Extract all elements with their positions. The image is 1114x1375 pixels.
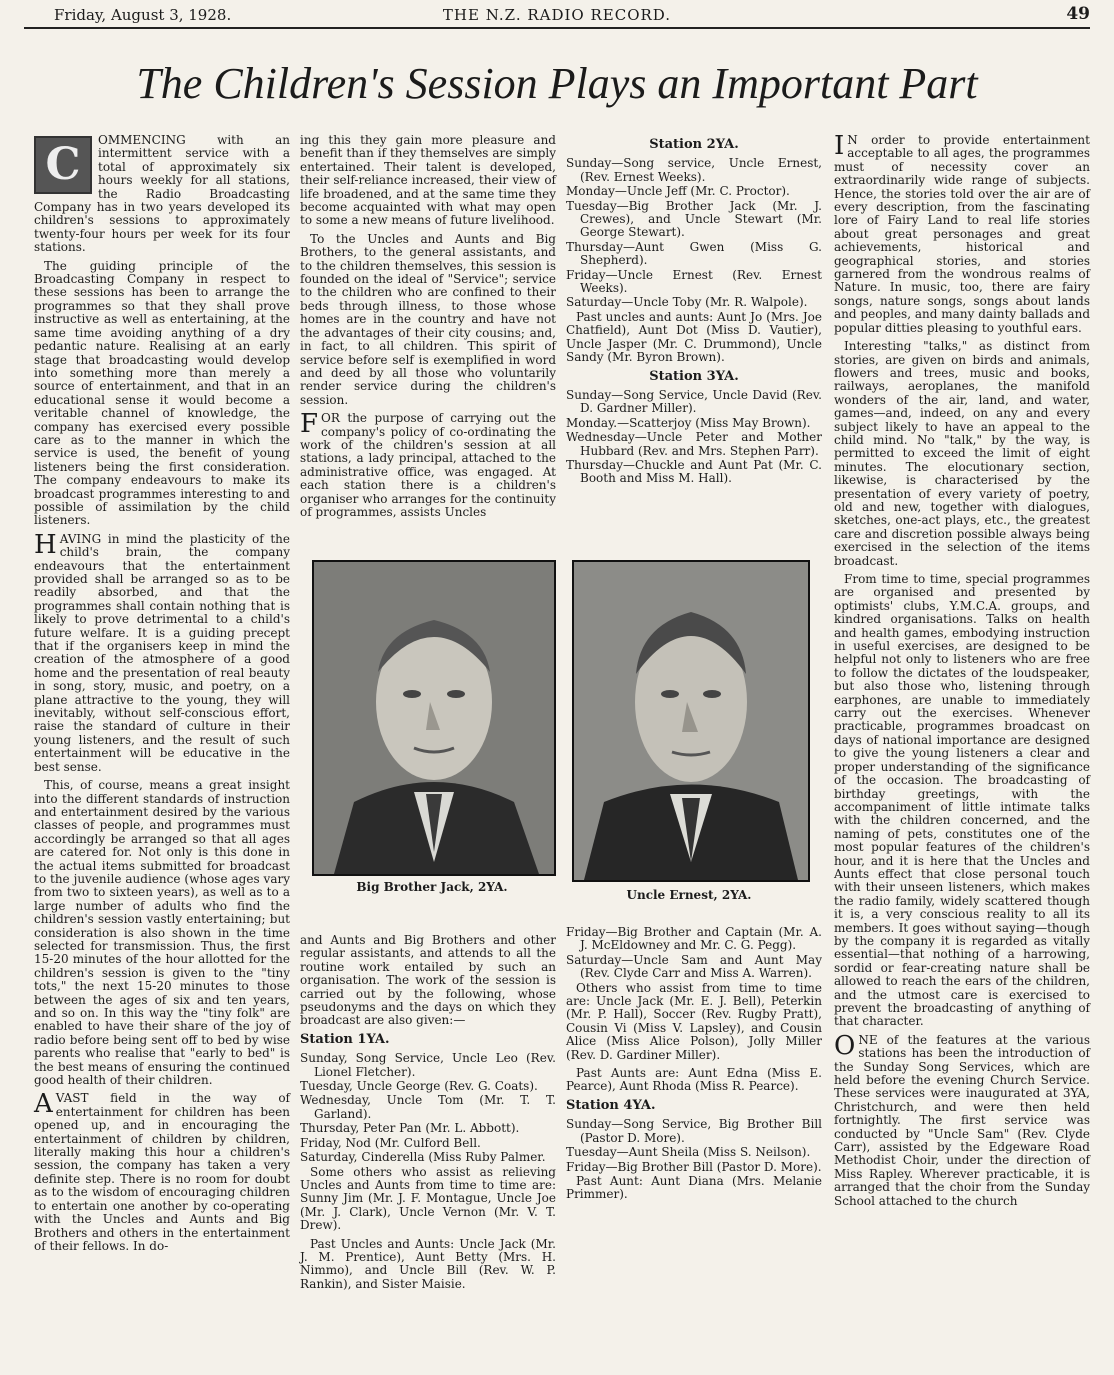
- station-3ya-heading: Station 3YA.: [649, 368, 739, 384]
- schedule-entry: Friday—Big Brother and Captain (Mr. A. J. McEldowney and Mr. C. G. Pegg).: [566, 925, 822, 953]
- paragraph-col2-4: and Aunts and Big Brothers and other regular assistants, and attends to all the routine work entailed by such an organisation. The work of the session is carried out by the following, whose pseudonyms and the days on which they broadcast are also given:—: [300, 933, 556, 1028]
- headline: The Children's Session Plays an Important Part: [136, 59, 978, 108]
- schedule-entry: Sunday—Song service, Uncle Ernest, (Rev. Ernest Weeks).: [566, 156, 822, 184]
- column-3-lower: [566, 926, 822, 1207]
- header-rule: [24, 27, 1090, 29]
- station-1ya-heading: Station 1YA.: [300, 1031, 390, 1047]
- paragraph-col4-1: I N order to provide entertainment acceptable to all ages, the programmes must of necessity cover an extraordinarily wide range of subjects. Hence, the stories told over the air are of every description, from the fascinating lore of Fairy Land to real life stories about great personages and great achievements, historical and geographical stories, and stories garnered from the wondrous realms of Nature. In music, too, there are fairy songs, nature songs, songs about lands and peoples, and many dainty ballads and popular ditties pleasing to youthful ears.: [834, 131, 1090, 335]
- paragraph-5: AVAST field in the way of entertainment for children has been opened up, and in encouraging the entertainment of children by children, literally making this hour a children's session, the company has taken a very definite step. There is no room for doubt as to the wisdom of encouraging children to entertain one another by co-operating with the Uncles and Aunts and Big Brothers and others in the entertainment of their fellows. In do-: [34, 1089, 290, 1253]
- newspaper-name: THE N.Z. RADIO RECORD.: [442, 6, 672, 24]
- schedule-entry: Friday, Nod (Mr. Culford Bell.: [300, 1135, 481, 1150]
- schedule-entry: Wednesday—Uncle Peter and Mother Hubbard (Rev. and Mrs. Stephen Parr).: [566, 430, 822, 458]
- photo-uncle-ernest: [572, 560, 810, 882]
- past-uncles-2ya: Past uncles and aunts: Aunt Jo (Mrs. Joe Chatfield), Aunt Dot (Miss D. Vautier), Uncle Jasper (Mr. C. Drummond), Uncle Sandy (Mr. Byron Brown).: [566, 309, 822, 365]
- relieving-uncles-1ya: Some others who assist as relieving Uncles and Aunts from time to time are: Sunny Jim (Mr. J. F. Montague, Uncle Joe (Mr. J. Clark), Uncle Vernon (Mr. V. T. Drew).: [300, 1164, 556, 1233]
- column-3-upper: [566, 134, 822, 487]
- schedule-entry: Tuesday, Uncle George (Rev. G. Coats).: [300, 1079, 538, 1094]
- others-3ya: Others who assist from time to time are: Uncle Jack (Mr. E. J. Bell), Peterkin (Mr. P. Hall), Soccer (Rev. Rugby Pratt), Cousin Vi (Miss V. Lapsley), and Cousin Alice (Miss Alice Polson), Jolly Miller (Rev. D. Gardiner Miller).: [566, 980, 822, 1062]
- schedule-entry: Tuesday—Aunt Sheila (Miss S. Neilson).: [566, 1145, 811, 1160]
- caption-big-brother-jack: Big Brother Jack, 2YA.: [356, 880, 508, 894]
- column-4: [834, 131, 1090, 1213]
- column-2-upper: [300, 134, 556, 524]
- paragraph-1: C OMMENCING with an intermittent service with a total of approximately six hours weekly for all stations, the Radio Broadcasting Company has in two years developed its children's sessions to approximately twenty-four hours per week for its four stations.: [34, 133, 290, 255]
- paragraph-3: HAVING in mind the plasticity of the child's brain, the company endeavours that the entertainment provided shall be arranged so as to be readily absorbed, and that the programmes shall contain nothing that is likely to prove detrimental to a child's future welfare. It is a guiding precept that if the organisers keep in mind the creation of the atmosphere of a good home and the presentation of real beauty in song, story, music, and poetry, on a plane attractive to the young, they will inevitably, without self-conscious effort, raise the standard of culture in their young listeners, and the result of such entertainment will be educative in the best sense.: [34, 529, 290, 774]
- schedule-entry: Monday.—Scatterjoy (Miss May Brown).: [566, 415, 811, 430]
- schedule-entry: Sunday—Song Service, Uncle David (Rev. D. Gardner Miller).: [566, 387, 822, 416]
- paragraph-col2-2: To the Uncles and Aunts and Big Brothers, to the general assistants, and to the children themselves, this session is founded on the ideal of "Service"; service to the children who are confined to their beds through illness, to those whose homes are in the country and have not the advantages of their city cousins; and, in fact, to all children. This spirit of service before self is exemplified in word and deed by all those who voluntarily render service during the children's session.: [300, 231, 556, 407]
- schedule-entry: Monday—Uncle Jeff (Mr. C. Proctor).: [566, 184, 790, 199]
- past-aunts-3ya: Past Aunts are: Aunt Edna (Miss E. Pearce), Aunt Rhoda (Miss R. Pearce).: [566, 1066, 822, 1094]
- schedule-entry: Thursday, Peter Pan (Mr. L. Abbott).: [300, 1121, 520, 1136]
- portrait-image: [574, 562, 808, 880]
- paragraph-col4-2: Interesting "talks," as distinct from stories, are given on birds and animals, flowers and trees, music and books, railways, aeroplanes, the manifold wonders of the air, land, and water, games—and, indeed, on any and every subject likely to have an appeal to the child mind. No "talk," by the way, is permitted to exceed the limit of eight minutes. The elocutionary section, likewise, is characterised by the presentation of every variety of poetry, old and new, together with dialogues, sketches, one-act plays, etc., the greatest care and discretion possible always being exercised in the selection of the items broadcast.: [834, 339, 1090, 568]
- schedule-entry: Tuesday—Big Brother Jack (Mr. J. Crewes), and Uncle Stewart (Mr. George Stewart).: [566, 198, 822, 240]
- caption-uncle-ernest: Uncle Ernest, 2YA.: [626, 888, 752, 902]
- paragraph-col2-1: ing this they gain more pleasure and benefit than if they themselves are simply entertained. Their talent is developed, their self-reliance increased, their view of life broadened, and at the same time they become acquainted with what may open to some a new means of future livelihood.: [300, 133, 556, 228]
- paragraph-col4-4: ONE of the features at the various stations has been the introduction of the Sunday Song Services, which are held before the evening Church Service. These services were inaugurated at 3YA, Christchurch, and were then held fortnightly. The first service was conducted by "Uncle Sam" (Rev. Clyde Carr), assisted by the Edgeware Road Methodist Choir, under the direction of Miss Rapley. Wherever practicable, it is arranged that the choir from the Sunday School attached to the church: [834, 1030, 1090, 1208]
- page-header: [24, 4, 1090, 24]
- schedule-entry: Thursday—Chuckle and Aunt Pat (Mr. C. Booth and Miss M. Hall).: [566, 457, 822, 486]
- column-2-lower: [300, 934, 556, 1296]
- photo-big-brother-jack: [312, 560, 556, 876]
- past-uncles-1ya: Past Uncles and Aunts: Uncle Jack (Mr. J. M. Prentice), Aunt Betty (Mrs. H. Nimmo), and Uncle Bill (Rev. W. P. Rankin), and Sister Maisie.: [300, 1236, 556, 1291]
- paragraph-4: This, of course, means a great insight into the different standards of instruction and entertainment desired by the various classes of people, and programmes must accordingly be arranged so that all ages are catered for. Not only is this done in the actual items submitted for broadcast to the juvenile audience (whose ages vary from two to sixteen years), as well as to a large number of adults who find the children's session vastly entertaining; but consideration is also shown in the time selected for transmission. Thus, the first 15-20 minutes of the hour allotted for the children's session is given to the "tiny tots," the next 15-20 minutes to those between the ages of six and ten years, and so on. In this way the "tiny folk" are enabled to have their share of the joy of radio before being sent off to bed by wise parents who realise that "early to bed" is the best means of ensuring the continued good health of their children.: [34, 778, 290, 1088]
- schedule-entry: Saturday—Uncle Toby (Mr. R. Walpole).: [566, 295, 808, 310]
- schedule-entry: Saturday—Uncle Sam and Aunt May (Rev. Clyde Carr and Miss A. Warren).: [566, 952, 822, 981]
- schedule-entry: Saturday, Cinderella (Miss Ruby Palmer.: [300, 1150, 546, 1165]
- schedule-entry: Friday—Big Brother Bill (Pastor D. More).: [566, 1159, 822, 1174]
- schedule-entry: Thursday—Aunt Gwen (Miss G. Shepherd).: [566, 239, 822, 268]
- drop-cap-ornament: C: [34, 136, 92, 194]
- paragraph-col2-3: FOR the purpose of carrying out the company's policy of co-ordinating the work of the children's session at all stations, a lady principal, attached to the administrative office, was engaged. At each station there is a children's organiser who arranges for the continuity of programmes, assists Uncles: [300, 409, 556, 519]
- portrait-image: [314, 562, 554, 874]
- column-1: [34, 134, 290, 1258]
- paragraph-2: The guiding principle of the Broadcasting Company in respect to these sessions has been to arrange the programmes so that they shall prove instructive as well as entertaining, at the same time avoiding anything of a dry pedantic nature. Realising at an early stage that broadcasting would develop into something more than merely a source of entertainment, and that in an educational sense it would become a veritable channel of knowledge, the company has exercised every possible care as to the manner in which the service is used, the benefit of young listeners being the first consideration. The company endeavours to make its broadcast programmes interesting to and possible of assimilation by the child listeners.: [34, 258, 290, 528]
- paragraph-col4-3: From time to time, special programmes are organised and presented by optimists' clubs, Y.M.C.A. groups, and kindred organisations. Talks on health and health games, embodying instruction in useful exercises, are designed to be helpful not only to listeners who are free to follow the dictates of the loudspeaker, but also those who, listening through earphones, are unable to immediately carry out the exercises. Whenever practicable, programmes broadcast on days of national importance are designed to give the young listeners a clear and proper understanding of the significance of the occasion. The broadcasting of birthday greetings, with the accompaniment of little intimate talks with the children concerned, and the naming of pets, constitutes one of the most popular features of the children's hour, and it is here that the Uncles and Aunts effect that close personal touch with their unseen listeners, which makes the radio family, widely scattered though it is, a very conscious reality to all its members. It goes without saying—though by the company it is regarded as vitally essential—that nothing of a harrowing, sordid or fear-creating nature shall be allowed to reach the ears of the children, and the utmost care is exercised to prevent the broadcasting of anything of that character.: [834, 572, 1090, 1029]
- station-4ya-heading: Station 4YA.: [566, 1097, 656, 1113]
- schedule-entry: Friday—Uncle Ernest (Rev. Ernest Weeks).: [566, 267, 822, 296]
- schedule-entry: Sunday—Song Service, Big Brother Bill (Pastor D. More).: [566, 1117, 822, 1145]
- schedule-entry: Sunday, Song Service, Uncle Leo (Rev. Lionel Fletcher).: [300, 1051, 556, 1079]
- past-aunt-4ya: Past Aunt: Aunt Diana (Mrs. Melanie Primmer).: [566, 1173, 822, 1202]
- page-number: 49: [1066, 4, 1090, 24]
- station-2ya-heading: Station 2YA.: [649, 137, 739, 152]
- issue-date: Friday, August 3, 1928.: [54, 6, 232, 24]
- schedule-entry: Wednesday, Uncle Tom (Mr. T. T. Garland).: [300, 1093, 556, 1121]
